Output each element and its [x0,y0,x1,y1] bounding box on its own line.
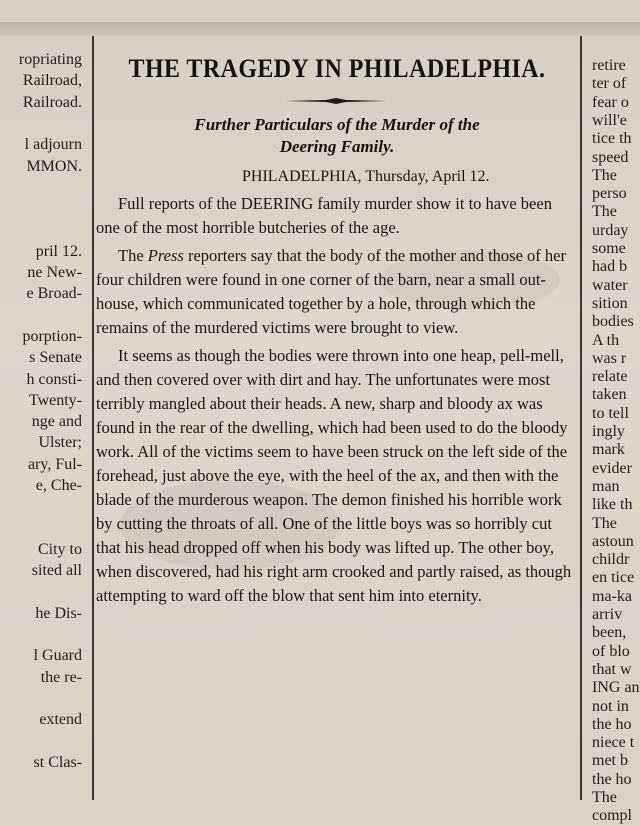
column-text-line: arriv [592,606,623,623]
column-text-line: bodies [592,313,634,331]
column-text-line: speed [592,148,629,166]
column-text-line: tice th [592,130,632,148]
column-text-line: The [592,203,617,221]
article-dateline: PHILADELPHIA, Thursday, April 12. [242,168,490,185]
column-text-line: that w [592,660,632,678]
column-text-line: The [592,166,617,184]
column-text-line: Twenty- [28,391,82,409]
column-text-line: man [592,477,620,495]
main-article-column [96,40,578,800]
column-text-line: ING an [592,679,640,697]
column-text-line: mark [592,441,625,459]
column-text-line: of blo [592,642,630,660]
article-subhead [96,114,578,158]
column-text-line: ingly [592,423,625,440]
column-text-line: will'e [592,111,627,129]
column-text-line: ma-ka [592,587,632,605]
left-column [0,40,88,800]
right-column [580,50,640,825]
column-text-line: s Senate [29,349,82,367]
column-text-line: City to [37,540,82,558]
column-text-line: porption- [22,327,82,345]
column-text-line: MMON. [26,157,82,175]
article-paragraph: Full reports of the DEERING family murder show it to have been one of the most horrible butcheries of the age. [96,194,552,237]
column-text-line: compl [592,807,632,825]
column-text-line: h consti- [26,370,82,388]
column-text-line: Railroad, [22,72,82,90]
column-text-line: relate [592,368,628,386]
column-text-line: to tell [592,404,629,422]
column-text-line: met b [592,752,628,770]
column-text-line: ary, Ful- [27,455,82,473]
article-body [96,192,572,612]
column-text-line: extend [39,711,82,729]
article-paragraph: It seems as though the bodies were thrown into one heap, pell-mell, and then covered over with dirt and hay. The unfortunates were most terribly mangled about their heads. A new, sharp and bloody ax was found in the rear of the dwelling, which had been used to do the bloody work. All of the victims seem to have been struck on the left side of the forehead, just above the eye, with the heel of the ax, and then with the blade of the murderous weapon. The demon finished his horrible work by cutting the throats of all. One of the little boys was so horribly cut that his head dropped off when his body was lifted up. The other boy, when discovered, had his right arm crooked and partly raised, as though attempting to ward off the blow that sent him into eternity. [96,346,572,605]
column-text-line: he Dis- [35,604,82,622]
article-paragraph: The Press reporters say that the body of the mother and those of her four children were found in one corner of the barn, near a small out-house, which communicated together by a hole, through which the remains of the murdered victims were brought to view. [96,246,566,337]
column-text-line: fear o [592,93,629,111]
column-text-line: the ho [592,715,632,733]
column-text-line: urday [592,221,629,239]
column-text-line: the re- [40,668,82,686]
press-italic: Press [147,246,184,265]
column-text-line: sition [592,294,628,312]
subhead-line-1: Further Particulars of the Murder of the [194,115,480,134]
page-top-border [0,22,640,36]
column-text-line: perso [592,185,627,203]
column-text-line: pril 12. [35,242,82,260]
column-text-line: retire [592,57,626,74]
column-text-line: l Guard [33,647,82,665]
subhead-line-2: Deering Family. [279,137,395,156]
column-text-line: sited all [31,562,82,580]
column-text-line: had b [592,258,628,276]
column-text-line: niece t [592,734,635,752]
column-text-line: A th [592,331,620,349]
column-text-line: ropriating [18,51,82,68]
column-text-line: not in [592,697,629,715]
column-text-line: been, [592,624,627,642]
column-text-line: ter of [592,75,627,93]
column-text-line: water [592,276,628,294]
column-text-line: The [592,514,617,532]
column-text-line: The [592,789,617,806]
column-text-line: l adjourn [24,136,82,154]
column-text-line: childr [592,551,630,569]
column-text-line: astoun [592,532,634,550]
column-text-line: Ulster; [38,434,82,452]
column-text-line: like th [592,496,633,514]
column-text-line: the ho [592,770,632,788]
column-text-line: e Broad- [26,285,82,303]
column-text-line: evider [592,459,632,477]
article-headline: THE TRAGEDY IN PHILADELPHIA. [128,54,546,83]
ornamental-rule-icon [286,96,386,106]
column-text-line: some [592,240,626,257]
column-text-line: e, Che- [35,477,82,494]
column-text-line: st Clas- [33,753,82,771]
column-text-line: taken [592,386,627,404]
column-text-line: nge and [31,413,82,431]
column-text-line: en tice [592,569,635,587]
column-text-line: ne New- [27,264,82,281]
column-text-line: was r [592,349,627,367]
column-text-line: Railroad. [22,93,82,111]
column-rule-left [92,36,94,800]
